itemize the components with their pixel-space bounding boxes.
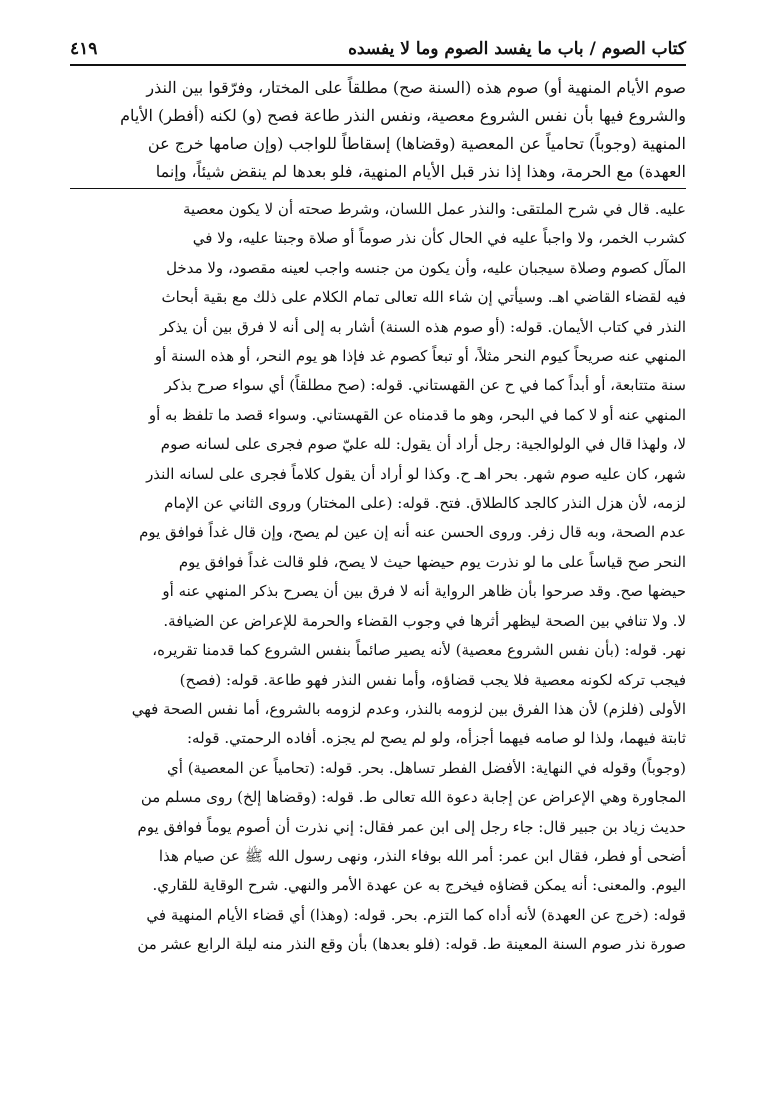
- commentary-line: عدم الصحة، وبه قال زفر. وروى الحسن عنه أنه إن عين لم يصح، وإن قال غداً فوافق يوم: [139, 523, 686, 542]
- commentary-line: (وجوباً) وقوله في النهاية: الأفضل الفطر تساهل. بحر. قوله: (تحامياً عن المعصية) أي: [167, 758, 686, 777]
- commentary-line: قوله: (خرج عن العهدة) لأنه أداه كما التزم. بحر. قوله: (وهذا) أي قضاء الأيام المنهية في: [146, 905, 686, 924]
- commentary-line: فيجب تركه لكونه معصية فلا يجب قضاؤه، وأما نفس النذر فهو طاعة. قوله: (فصح): [179, 670, 686, 689]
- commentary-line: فيه لقضاء القاضي اهـ. وسيأتي إن شاء الله تعالى تمام الكلام على ذلك مع بقية أبحاث: [161, 288, 686, 307]
- main-text-line: والشروع فيها بأن نفس الشروع معصية، ونفس النذر طاعة فصح (و) لكنه (أفطر) الأيام: [120, 106, 686, 125]
- commentary-line: النحر صح قياساً على ما لو نذرت يوم حيضها حيث لا يصح، فلو قالت غداً فوافق يوم: [178, 552, 686, 571]
- main-text-line: العهدة) مع الحرمة، وهذا إذا نذر قبل الأيام المنهية، فلو بعدها لم ينقض شيئاً، وإنما: [155, 162, 686, 181]
- commentary-line: المنهي عنه صريحاً كيوم النحر مثلاً، أو تبعاً كصوم غد فإذا هو يوم النحر، أو هذه السنة أو: [154, 347, 686, 366]
- main-text-line: صوم الأيام المنهية أو) صوم هذه (السنة صح) مطلقاً على المختار، وفرّقوا بين النذر: [146, 78, 686, 97]
- commentary-line: حديث زياد بن جبير قال: جاء رجل إلى ابن عمر فقال: إني نذرت أن أصوم يوماً فوافق يوم: [137, 817, 686, 836]
- commentary-line: لزمه، لأن هزل النذر كالجد كالطلاق. فتح. قوله: (على المختار) وروى الثاني عن الإمام: [164, 494, 686, 513]
- commentary-line: النذر في كتاب الأيمان. قوله: (أو صوم هذه السنة) أشار به إلى أنه لا فرق بين أن يذكر: [160, 317, 686, 336]
- commentary-line: اليوم. والمعنى: أنه يمكن قضاؤه فيخرج به عن عهدة الأمر والنهي. شرح الوقاية للقاري.: [152, 876, 686, 895]
- commentary-line: كشرب الخمر، ولا واجباً عليه في الحال كأن نذر صوماً أو صلاة وجبتا عليه، ولا في: [192, 229, 686, 248]
- main-text: [70, 74, 686, 186]
- commentary-line: لا. ولا تنافي بين الصحة ليظهر أثرها في وجوب القضاء والحرمة للإعراض عن الضيافة.: [163, 611, 686, 630]
- commentary-line: الأولى (فلزم) لأن هذا الفرق بين لزومه بالنذر، وعدم لزومه بالشروع، أما نفس الصحة فهي: [131, 699, 686, 718]
- commentary-line: عليه. قال في شرح الملتقى: والنذر عمل اللسان، وشرط صحته أن لا يكون معصية: [183, 200, 686, 218]
- commentary-line: نهر. قوله: (بأن نفس الشروع معصية) لأنه يصير صائماً بنفس الشروع كما قدمنا تقريره،: [152, 641, 686, 660]
- page-number: ٤١٩: [70, 39, 98, 59]
- commentary-line: المآل كصوم وصلاة سيجبان عليه، وأن يكون من جنسه واجب لعينه مقصود، ولا مدخل: [166, 258, 686, 277]
- page-header: [70, 38, 686, 66]
- running-title: كتاب الصوم / باب ما يفسد الصوم وما لا يفسده: [348, 39, 686, 59]
- section-divider: [70, 188, 686, 189]
- commentary-text: [70, 195, 686, 960]
- commentary-line: سنة متتابعة، أو أبداً كما في ح عن القهستاني. قوله: (صح مطلقاً) أي سواء صرح بذكر: [164, 376, 686, 395]
- commentary-line: شهر، كان عليه صوم شهر. بحر اهـ ح. وكذا لو أراد أن يقول كلاماً فجرى على لسانه النذر: [146, 464, 686, 483]
- commentary-line: ثابتة فيهما، ولذا لو صامه فيهما أجزأه، ولو لم يصح لم يجزه. أفاده الرحمتي. قوله:: [186, 729, 686, 748]
- commentary-line: أضحى أو فطر، فقال ابن عمر: أمر الله بوفاء النذر، ونهى رسول الله ﷺ عن صيام هذا: [158, 846, 686, 865]
- commentary-line: المجاورة وهي الإعراض عن إجابة دعوة الله تعالى ط. قوله: (وقضاها إلخ) روى مسلم من: [140, 788, 686, 807]
- commentary-line: صورة نذر صوم السنة المعينة ط. قوله: (فلو بعدها) بأن وقع النذر منه ليلة الرابع عشر من: [137, 935, 686, 954]
- commentary-line: لا، ولهذا قال في الولوالجية: رجل أراد أن يقول: لله عليّ صوم فجرى على لسانه صوم: [160, 435, 686, 454]
- main-text-line: المنهية (وجوباً) تحامياً عن المعصية (وقضاها) إسقاطاً للواجب (وإن صامها خرج عن: [147, 134, 686, 153]
- commentary-line: حيضها صح. وقد صرحوا بأن ظاهر الرواية أنه لا فرق بين أن يصرح بذكر المنهي عنه أو: [162, 582, 686, 601]
- commentary-line: المنهي عنه أو لا كما في البحر، وهو ما قدمناه عن القهستاني. وسواء قصد ما تلفظ به أو: [148, 405, 686, 424]
